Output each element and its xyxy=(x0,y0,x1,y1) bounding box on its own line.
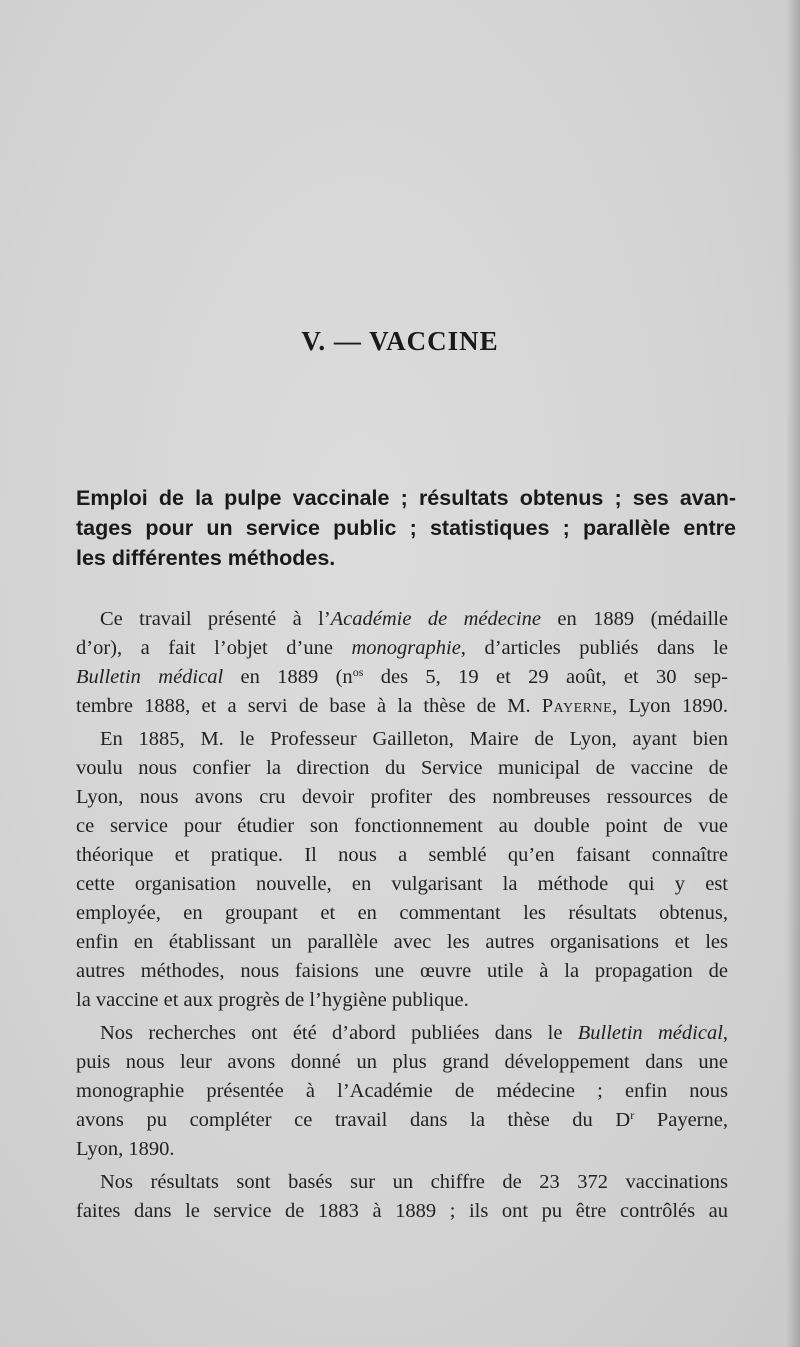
text-line: ce service pour étudier son fonctionnement au double point de vue xyxy=(76,815,728,837)
text-line: Nos recherches ont été d’abord publiées dans le Bulletin médical, xyxy=(100,1022,729,1044)
body-text xyxy=(76,605,728,1230)
text-line: cette organisation nouvelle, en vulgarisant la méthode qui y est xyxy=(76,873,728,895)
heading-line: tages pour un service public ; statistiques ; parallèle entre xyxy=(76,516,736,540)
heading-line: Emploi de la pulpe vaccinale ; résultats obtenus ; ses avan- xyxy=(76,486,736,510)
text-line: monographie présentée à l’Académie de médecine ; enfin nous xyxy=(76,1080,728,1102)
page-edge-shadow xyxy=(786,0,800,1347)
text-line: voulu nous confier la direction du Service municipal de vaccine de xyxy=(76,757,728,779)
paragraph-2 xyxy=(76,725,728,1015)
paragraph-3 xyxy=(76,1019,728,1164)
text-line: autres méthodes, nous faisions une œuvre utile à la propagation de xyxy=(76,960,728,982)
section-heading xyxy=(76,483,736,573)
text-line: tembre 1888, et a servi de base à la thèse de M. Payerne, Lyon 1890. xyxy=(76,695,728,717)
heading-line: les différentes méthodes. xyxy=(76,546,336,570)
text-line: Lyon, nous avons cru devoir profiter des nombreuses ressources de xyxy=(76,786,728,808)
text-line: la vaccine et aux progrès de l’hygiène publique. xyxy=(76,989,469,1011)
text-line: puis nous leur avons donné un plus grand développement dans une xyxy=(76,1051,728,1073)
text-line: Lyon, 1890. xyxy=(76,1138,175,1160)
text-line: avons pu compléter ce travail dans la thèse du $D^r$ Payerne, xyxy=(76,1108,728,1131)
text-line: théorique et pratique. Il nous a semblé qu’en faisant connaître xyxy=(76,844,728,866)
text-line: d’or), a fait l’objet d’une monographie, d’articles publiés dans le xyxy=(76,637,728,659)
paragraph-4 xyxy=(76,1168,728,1226)
text-line: Bulletin médical en 1889 ($n^{os}$ des 5, 19 et 29 août, et 30 sep- xyxy=(76,665,728,688)
text-line: employée, en groupant et en commentant les résultats obtenus, xyxy=(76,902,728,924)
chapter-title: V. — VACCINE xyxy=(301,326,499,356)
text-line: faites dans le service de 1883 à 1889 ; ils ont pu être contrôlés au xyxy=(76,1200,728,1222)
text-line: En 1885, M. le Professeur Gailleton, Maire de Lyon, ayant bien xyxy=(100,728,728,750)
text-line: Nos résultats sont basés sur un chiffre de 23 372 vaccinations xyxy=(100,1171,728,1193)
paragraph-1 xyxy=(76,605,728,721)
text-line: enfin en établissant un parallèle avec les autres organisations et les xyxy=(76,931,728,953)
text-line: Ce travail présenté à l’Académie de médecine en 1889 (médaille xyxy=(100,608,728,630)
